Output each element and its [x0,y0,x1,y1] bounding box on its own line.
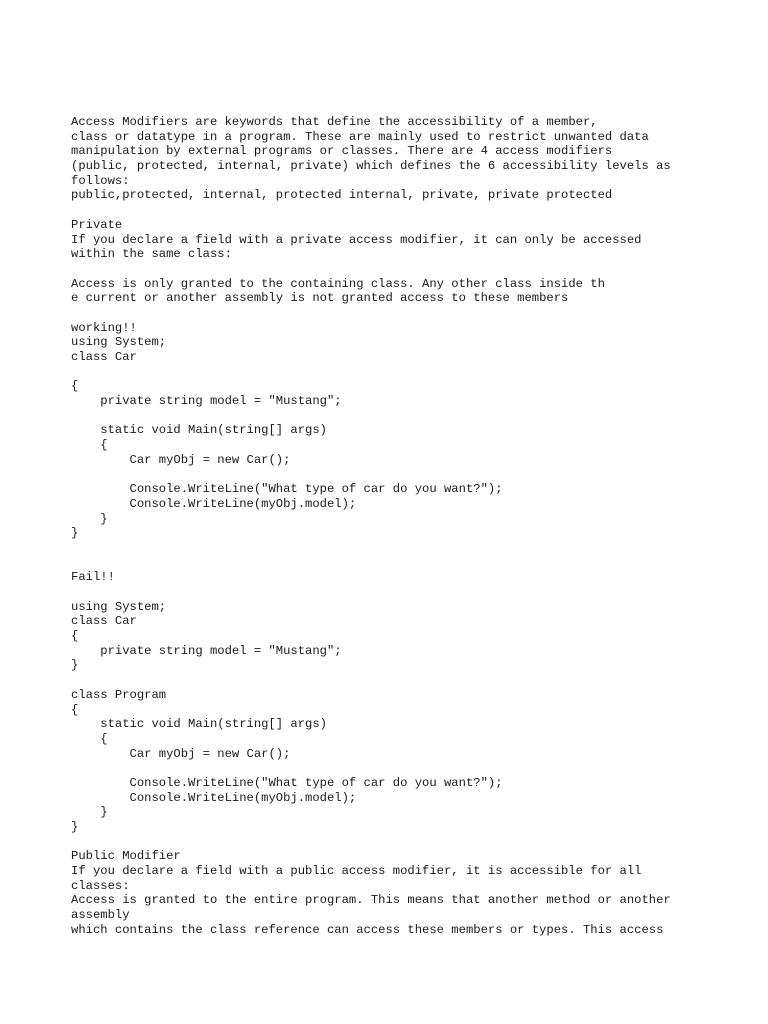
text-line [71,409,761,424]
document-body [71,115,761,938]
text-line [71,365,761,380]
text-line [71,673,761,688]
text-line: } [71,511,108,526]
text-line: working!! [71,320,137,335]
text-line: } [71,820,79,834]
text-line: Access is granted to the entire program. This means that another method or another [71,893,671,908]
text-line: Console.WriteLine("What type of car do you want?"); [71,482,503,497]
text-line: private string model = "Mustang"; [71,643,342,658]
text-line: { [71,379,79,394]
text-line: follows: [71,173,130,188]
text-line: assembly [71,908,130,923]
text-line: Access is only granted to the containing class. Any other class inside th [71,276,605,291]
text-line: within the same class: [71,247,232,262]
text-line: If you declare a field with a public access modifier, it is accessible for all [71,864,642,879]
text-line [71,468,761,483]
text-line: { [71,731,108,746]
text-line [71,306,761,321]
text-line: class Car [71,350,137,364]
text-line: } [71,526,79,541]
text-line [71,541,761,556]
text-line: Public Modifier [71,849,181,864]
text-line: Private [71,217,123,232]
text-line [71,585,761,600]
text-line: { [71,702,79,717]
text-line: Car myObj = new Car(); [71,452,291,467]
text-line: Access Modifiers are keywords that define the accessibility of a member, [71,115,598,129]
text-line: Console.WriteLine("What type of car do you want?"); [71,775,503,790]
text-line: class or datatype in a program. These are mainly used to restrict unwanted data [71,129,649,144]
text-line: static void Main(string[] args) [71,423,327,438]
text-line: Console.WriteLine(myObj.model); [71,496,357,511]
text-line: Console.WriteLine(myObj.model); [71,790,357,805]
text-line: { [71,438,108,453]
text-line [71,761,761,776]
text-line: using System; [71,599,167,614]
text-line: manipulation by external programs or classes. There are 4 access modifiers [71,144,613,159]
text-line: (public, protected, internal, private) which defines the 6 accessibility levels as [71,159,671,174]
text-line: static void Main(string[] args) [71,717,327,732]
text-line: classes: [71,878,130,893]
text-line [71,203,761,218]
text-line: private string model = "Mustang"; [71,394,342,409]
text-line: class Car [71,614,137,629]
text-line [71,556,761,571]
text-line: using System; [71,335,167,350]
text-line: e current or another assembly is not granted access to these members [71,291,569,306]
text-line: If you declare a field with a private access modifier, it can only be accessed [71,232,642,247]
text-line: public,protected, internal, protected internal, private, private protected [71,188,613,203]
text-line: { [71,629,79,644]
text-line [71,835,761,850]
text-line: which contains the class reference can access these members or types. This access [71,922,664,937]
text-line: } [71,805,108,820]
text-line: } [71,658,79,673]
text-line: class Program [71,687,167,702]
text-line: Fail!! [71,570,115,585]
text-line [71,262,761,277]
text-line: Car myObj = new Car(); [71,746,291,761]
